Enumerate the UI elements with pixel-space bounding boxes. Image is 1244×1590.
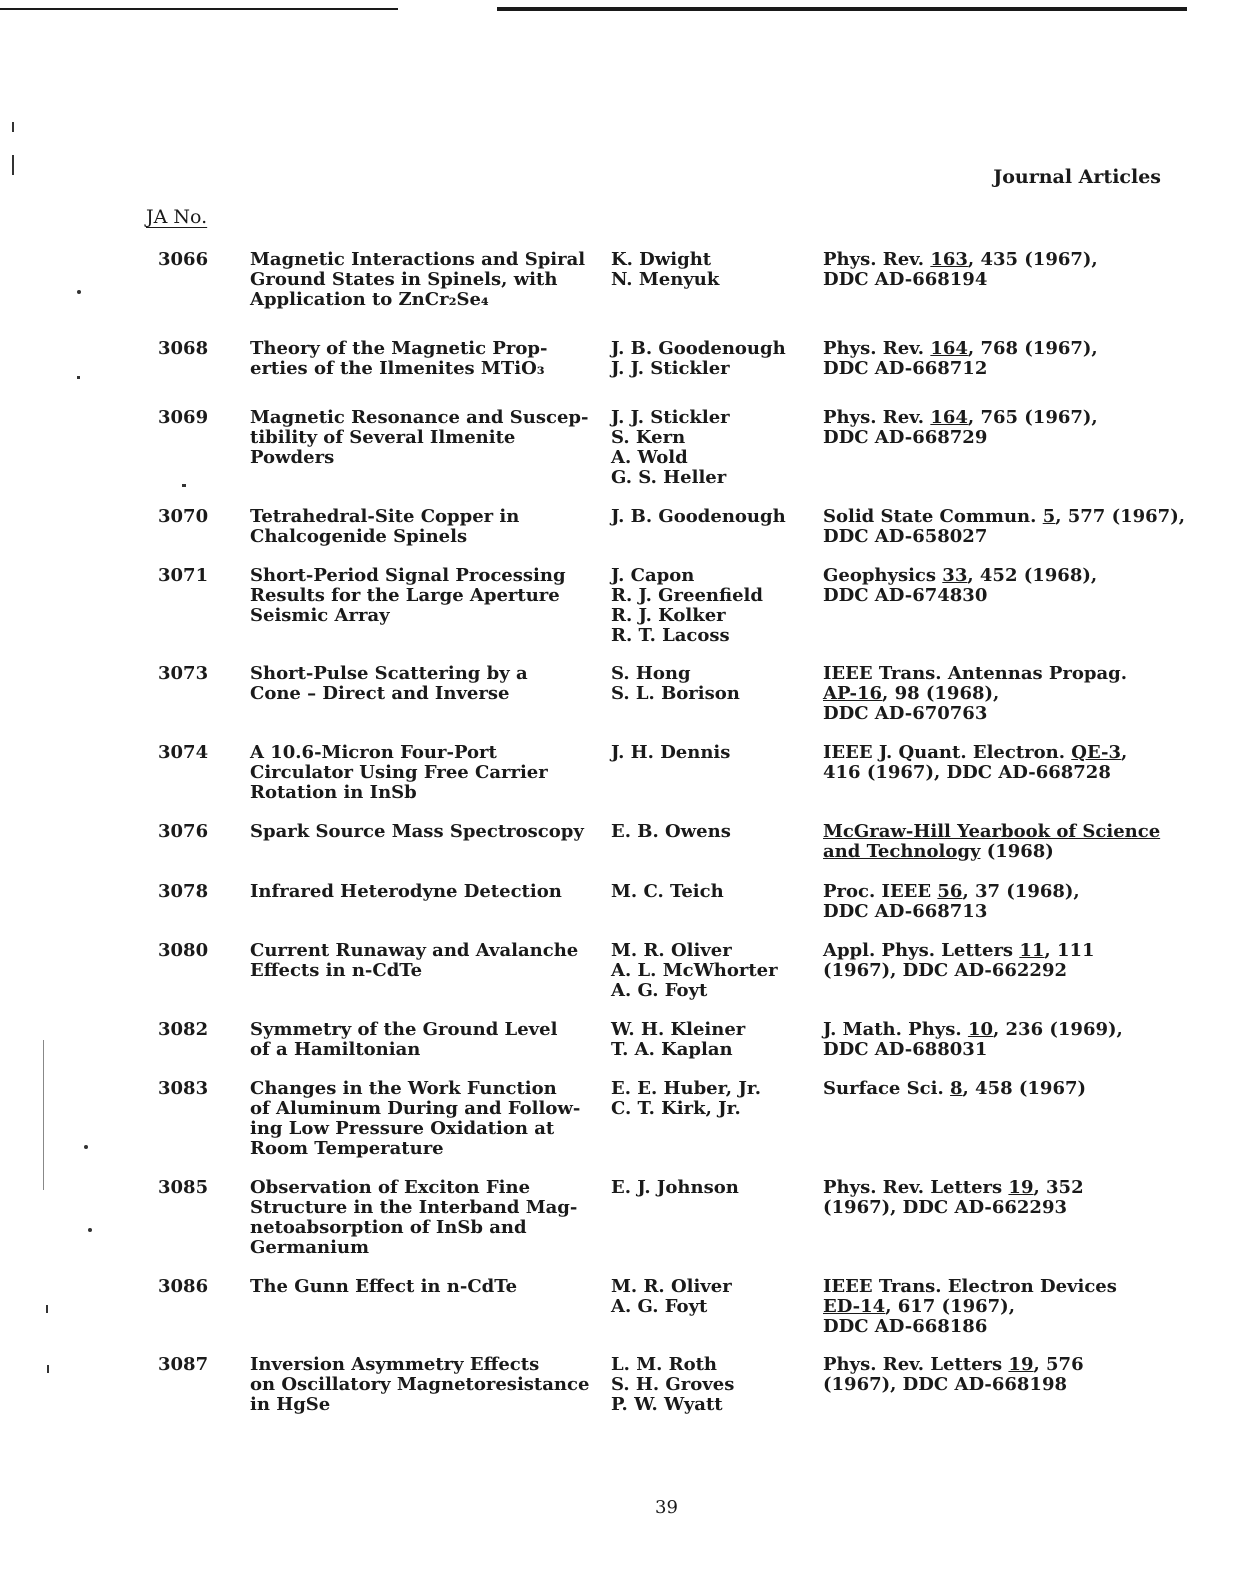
author-name: S. Hong xyxy=(611,663,691,684)
reference-text: Proc. IEEE xyxy=(823,881,938,902)
title-line: Spark Source Mass Spectroscopy xyxy=(250,821,584,842)
title-line: A 10.6-Micron Four-Port xyxy=(250,742,497,763)
article-title xyxy=(250,882,595,902)
article-authors xyxy=(611,1355,811,1415)
reference-text: DDC AD-674830 xyxy=(823,585,988,606)
ja-number-column-header: JA No. xyxy=(146,206,208,228)
reference-text: Phys. Rev. xyxy=(823,407,931,428)
top-rule-right xyxy=(497,7,1187,11)
reference-line xyxy=(823,743,1203,763)
author-name: A. L. McWhorter xyxy=(611,960,778,981)
reference-text: , 352 xyxy=(1033,1177,1084,1198)
article-authors xyxy=(611,743,811,763)
reference-line xyxy=(823,704,1203,724)
article-authors xyxy=(611,941,811,1001)
reference-text: Appl. Phys. Letters xyxy=(823,940,1020,961)
author-name: E. E. Huber, Jr. xyxy=(611,1078,761,1099)
author-name: P. W. Wyatt xyxy=(611,1394,723,1415)
article-title xyxy=(250,822,595,842)
reference-text: , 98 (1968), xyxy=(882,683,1000,704)
reference-line xyxy=(823,961,1203,981)
reference-text: Solid State Commun. xyxy=(823,506,1043,527)
volume-number: 164 xyxy=(930,407,968,428)
section-header: Journal Articles xyxy=(993,166,1161,188)
reference-text: , 768 (1967), xyxy=(967,338,1098,359)
journal-reference xyxy=(823,1178,1203,1218)
author-name: J. B. Goodenough xyxy=(611,506,786,527)
ja-number: 3080 xyxy=(158,940,209,961)
reference-text: DDC AD-668712 xyxy=(823,358,988,379)
reference-line xyxy=(823,566,1203,586)
article-authors xyxy=(611,507,811,527)
author-name: R. J. Greenfield xyxy=(611,585,763,606)
title-line: Inversion Asymmetry Effects xyxy=(250,1354,540,1375)
title-line: Theory of the Magnetic Prop- xyxy=(250,338,548,359)
reference-text: , 37 (1968), xyxy=(962,881,1080,902)
volume-number: 56 xyxy=(937,881,963,902)
reference-text: , 435 (1967), xyxy=(967,249,1098,270)
reference-line xyxy=(823,1178,1203,1198)
reference-line xyxy=(823,408,1203,428)
title-line: Symmetry of the Ground Level xyxy=(250,1019,558,1040)
title-line: Magnetic Resonance and Suscep- xyxy=(250,407,589,428)
reference-text: DDC AD-668194 xyxy=(823,269,988,290)
author-name: E. B. Owens xyxy=(611,821,731,842)
volume-number: 11 xyxy=(1019,940,1045,961)
author-name: J. H. Dennis xyxy=(611,742,731,763)
volume-number: AP-16 xyxy=(823,683,883,704)
title-line: Powders xyxy=(250,447,335,468)
reference-line xyxy=(823,1079,1203,1099)
article-title xyxy=(250,941,595,981)
ja-number: 3068 xyxy=(158,338,209,359)
scan-speck xyxy=(77,376,80,379)
article-title xyxy=(250,1178,595,1258)
ja-number: 3069 xyxy=(158,407,209,428)
author-name: W. H. Kleiner xyxy=(611,1019,746,1040)
title-line: ing Low Pressure Oxidation at xyxy=(250,1118,555,1139)
journal-reference xyxy=(823,566,1203,606)
journal-reference xyxy=(823,408,1203,448)
author-name: J. J. Stickler xyxy=(611,407,730,428)
ja-number: 3074 xyxy=(158,742,209,763)
scan-speck xyxy=(88,1228,92,1232)
article-title xyxy=(250,1355,595,1415)
reference-text: Phys. Rev. xyxy=(823,338,931,359)
ja-number: 3078 xyxy=(158,881,209,902)
title-line: of a Hamiltonian xyxy=(250,1039,421,1060)
author-name: J. J. Stickler xyxy=(611,358,730,379)
author-name: S. H. Groves xyxy=(611,1374,735,1395)
author-name: S. L. Borison xyxy=(611,683,740,704)
scan-speck xyxy=(77,290,81,294)
article-authors xyxy=(611,1178,811,1198)
article-title xyxy=(250,1020,595,1060)
title-line: Chalcogenide Spinels xyxy=(250,526,468,547)
reference-line xyxy=(823,250,1203,270)
ja-number: 3087 xyxy=(158,1354,209,1375)
journal-reference xyxy=(823,1355,1203,1395)
title-line: Results for the Large Aperture xyxy=(250,585,560,606)
reference-line xyxy=(823,428,1203,448)
journal-reference xyxy=(823,743,1203,783)
ja-number: 3085 xyxy=(158,1177,209,1198)
reference-text: IEEE J. Quant. Electron. xyxy=(823,742,1072,763)
article-title xyxy=(250,1277,595,1297)
reference-text: Surface Sci. xyxy=(823,1078,950,1099)
reference-line xyxy=(823,941,1203,961)
journal-reference xyxy=(823,339,1203,379)
ja-number: 3076 xyxy=(158,821,209,842)
author-name: M. C. Teich xyxy=(611,881,724,902)
reference-text: DDC AD-668729 xyxy=(823,427,988,448)
title-line: in HgSe xyxy=(250,1394,331,1415)
title-line: of Aluminum During and Follow- xyxy=(250,1098,581,1119)
title-line: Observation of Exciton Fine xyxy=(250,1177,531,1198)
reference-line xyxy=(823,586,1203,606)
title-line: erties of the Ilmenites MTiO₃ xyxy=(250,358,545,379)
journal-reference xyxy=(823,1079,1203,1099)
title-line: Tetrahedral-Site Copper in xyxy=(250,506,520,527)
title-line: Effects in n-CdTe xyxy=(250,960,423,981)
author-name: K. Dwight xyxy=(611,249,712,270)
ja-number: 3070 xyxy=(158,506,209,527)
reference-text: J. Math. Phys. xyxy=(823,1019,968,1040)
title-line: The Gunn Effect in n-CdTe xyxy=(250,1276,518,1297)
reference-text: IEEE Trans. Antennas Propag. xyxy=(823,663,1128,684)
reference-text: , 617 (1967), xyxy=(885,1296,1015,1317)
scan-speck xyxy=(84,1145,88,1149)
title-line: Application to ZnCr₂Se₄ xyxy=(250,289,489,310)
title-line: Seismic Array xyxy=(250,605,390,626)
scan-speck xyxy=(182,484,186,487)
volume-number: McGraw-Hill Yearbook of Science xyxy=(823,821,1161,842)
top-rule-left xyxy=(0,8,398,10)
reference-text: , 577 (1967), xyxy=(1055,506,1185,527)
journal-reference xyxy=(823,664,1203,724)
reference-text: , 765 (1967), xyxy=(967,407,1098,428)
reference-line xyxy=(823,1198,1203,1218)
journal-reference xyxy=(823,1277,1203,1337)
article-authors xyxy=(611,250,811,290)
page-number: 39 xyxy=(655,1497,678,1518)
volume-number: and Technology xyxy=(823,841,981,862)
title-line: Current Runaway and Avalanche xyxy=(250,940,579,961)
volume-number: 164 xyxy=(930,338,968,359)
author-name: M. R. Oliver xyxy=(611,940,732,961)
volume-number: 33 xyxy=(942,565,968,586)
author-name: A. Wold xyxy=(611,447,688,468)
reference-line xyxy=(823,1020,1203,1040)
title-line: netoabsorption of InSb and xyxy=(250,1217,527,1238)
reference-line xyxy=(823,339,1203,359)
reference-line xyxy=(823,1317,1203,1337)
reference-text: DDC AD-670763 xyxy=(823,703,988,724)
scan-speck xyxy=(12,122,14,132)
ja-number: 3082 xyxy=(158,1019,209,1040)
title-line: Circulator Using Free Carrier xyxy=(250,762,548,783)
article-authors xyxy=(611,882,811,902)
article-title xyxy=(250,408,595,468)
reference-line xyxy=(823,1040,1203,1060)
ja-number: 3073 xyxy=(158,663,209,684)
reference-text: DDC AD-668186 xyxy=(823,1316,988,1337)
ja-number: 3086 xyxy=(158,1276,209,1297)
author-name: C. T. Kirk, Jr. xyxy=(611,1098,741,1119)
reference-line xyxy=(823,1297,1203,1317)
reference-text: , 458 (1967) xyxy=(962,1078,1087,1099)
title-line: Changes in the Work Function xyxy=(250,1078,557,1099)
scan-speck xyxy=(43,1040,44,1190)
reference-line xyxy=(823,822,1203,842)
article-title xyxy=(250,1079,595,1159)
reference-text: Phys. Rev. Letters xyxy=(823,1177,1009,1198)
ja-number: 3083 xyxy=(158,1078,209,1099)
volume-number: ED-14 xyxy=(823,1296,886,1317)
title-line: Structure in the Interband Mag- xyxy=(250,1197,578,1218)
author-name: E. J. Johnson xyxy=(611,1177,739,1198)
article-title xyxy=(250,507,595,547)
title-line: Infrared Heterodyne Detection xyxy=(250,881,562,902)
reference-text: 416 (1967), DDC AD-668728 xyxy=(823,762,1111,783)
author-name: N. Menyuk xyxy=(611,269,720,290)
volume-number: 19 xyxy=(1008,1177,1034,1198)
title-line: Ground States in Spinels, with xyxy=(250,269,558,290)
scan-speck xyxy=(46,1305,48,1313)
title-line: Short-Period Signal Processing xyxy=(250,565,566,586)
journal-reference xyxy=(823,822,1203,862)
reference-text: Geophysics xyxy=(823,565,943,586)
ja-number: 3071 xyxy=(158,565,209,586)
article-authors xyxy=(611,822,811,842)
author-name: T. A. Kaplan xyxy=(611,1039,733,1060)
reference-text: Phys. Rev. xyxy=(823,249,931,270)
article-authors xyxy=(611,1020,811,1060)
reference-line xyxy=(823,902,1203,922)
author-name: R. J. Kolker xyxy=(611,605,726,626)
title-line: Magnetic Interactions and Spiral xyxy=(250,249,586,270)
reference-line xyxy=(823,882,1203,902)
reference-line xyxy=(823,842,1203,862)
author-name: J. Capon xyxy=(611,565,695,586)
reference-text: DDC AD-688031 xyxy=(823,1039,988,1060)
author-name: A. G. Foyt xyxy=(611,980,708,1001)
reference-line xyxy=(823,763,1203,783)
title-line: Rotation in InSb xyxy=(250,782,417,803)
reference-line xyxy=(823,507,1203,527)
author-name: G. S. Heller xyxy=(611,467,727,488)
reference-text: , 111 xyxy=(1044,940,1095,961)
author-name: J. B. Goodenough xyxy=(611,338,786,359)
volume-number: QE-3 xyxy=(1071,742,1121,763)
reference-text: (1967), DDC AD-662292 xyxy=(823,960,1068,981)
reference-line xyxy=(823,270,1203,290)
article-title xyxy=(250,339,595,379)
title-line: Germanium xyxy=(250,1237,370,1258)
reference-line xyxy=(823,359,1203,379)
scan-speck xyxy=(12,155,14,175)
article-authors xyxy=(611,1277,811,1317)
article-authors xyxy=(611,339,811,379)
author-name: A. G. Foyt xyxy=(611,1296,708,1317)
reference-line xyxy=(823,527,1203,547)
volume-number: 163 xyxy=(930,249,968,270)
volume-number: 8 xyxy=(949,1078,963,1099)
article-authors xyxy=(611,566,811,646)
reference-line xyxy=(823,664,1203,684)
reference-text: IEEE Trans. Electron Devices xyxy=(823,1276,1117,1297)
reference-text: (1967), DDC AD-662293 xyxy=(823,1197,1068,1218)
article-authors xyxy=(611,408,811,488)
article-title xyxy=(250,743,595,803)
article-title xyxy=(250,566,595,626)
title-line: on Oscillatory Magnetoresistance xyxy=(250,1374,590,1395)
volume-number: 19 xyxy=(1008,1354,1034,1375)
reference-text: , 452 (1968), xyxy=(967,565,1098,586)
reference-line xyxy=(823,1277,1203,1297)
title-line: Short-Pulse Scattering by a xyxy=(250,663,528,684)
author-name: L. M. Roth xyxy=(611,1354,718,1375)
reference-text: DDC AD-668713 xyxy=(823,901,988,922)
reference-text: , xyxy=(1121,742,1128,763)
author-name: S. Kern xyxy=(611,427,686,448)
title-line: Cone – Direct and Inverse xyxy=(250,683,510,704)
article-title xyxy=(250,250,595,310)
journal-reference xyxy=(823,250,1203,290)
reference-text: DDC AD-658027 xyxy=(823,526,988,547)
volume-number: 5 xyxy=(1042,506,1056,527)
journal-reference xyxy=(823,941,1203,981)
ja-number: 3066 xyxy=(158,249,209,270)
author-name: R. T. Lacoss xyxy=(611,625,730,646)
author-name: M. R. Oliver xyxy=(611,1276,732,1297)
title-line: tibility of Several Ilmenite xyxy=(250,427,516,448)
article-authors xyxy=(611,664,811,704)
volume-number: 10 xyxy=(967,1019,993,1040)
journal-reference xyxy=(823,882,1203,922)
scan-speck xyxy=(47,1365,49,1373)
article-title xyxy=(250,664,595,704)
journal-reference xyxy=(823,1020,1203,1060)
reference-text: Phys. Rev. Letters xyxy=(823,1354,1009,1375)
reference-text: (1967), DDC AD-668198 xyxy=(823,1374,1068,1395)
reference-text: , 576 xyxy=(1033,1354,1084,1375)
reference-line xyxy=(823,1355,1203,1375)
title-line: Room Temperature xyxy=(250,1138,444,1159)
journal-reference xyxy=(823,507,1203,547)
reference-text: , 236 (1969), xyxy=(993,1019,1123,1040)
reference-line xyxy=(823,1375,1203,1395)
article-authors xyxy=(611,1079,811,1119)
reference-line xyxy=(823,684,1203,704)
reference-text: (1968) xyxy=(980,841,1054,862)
